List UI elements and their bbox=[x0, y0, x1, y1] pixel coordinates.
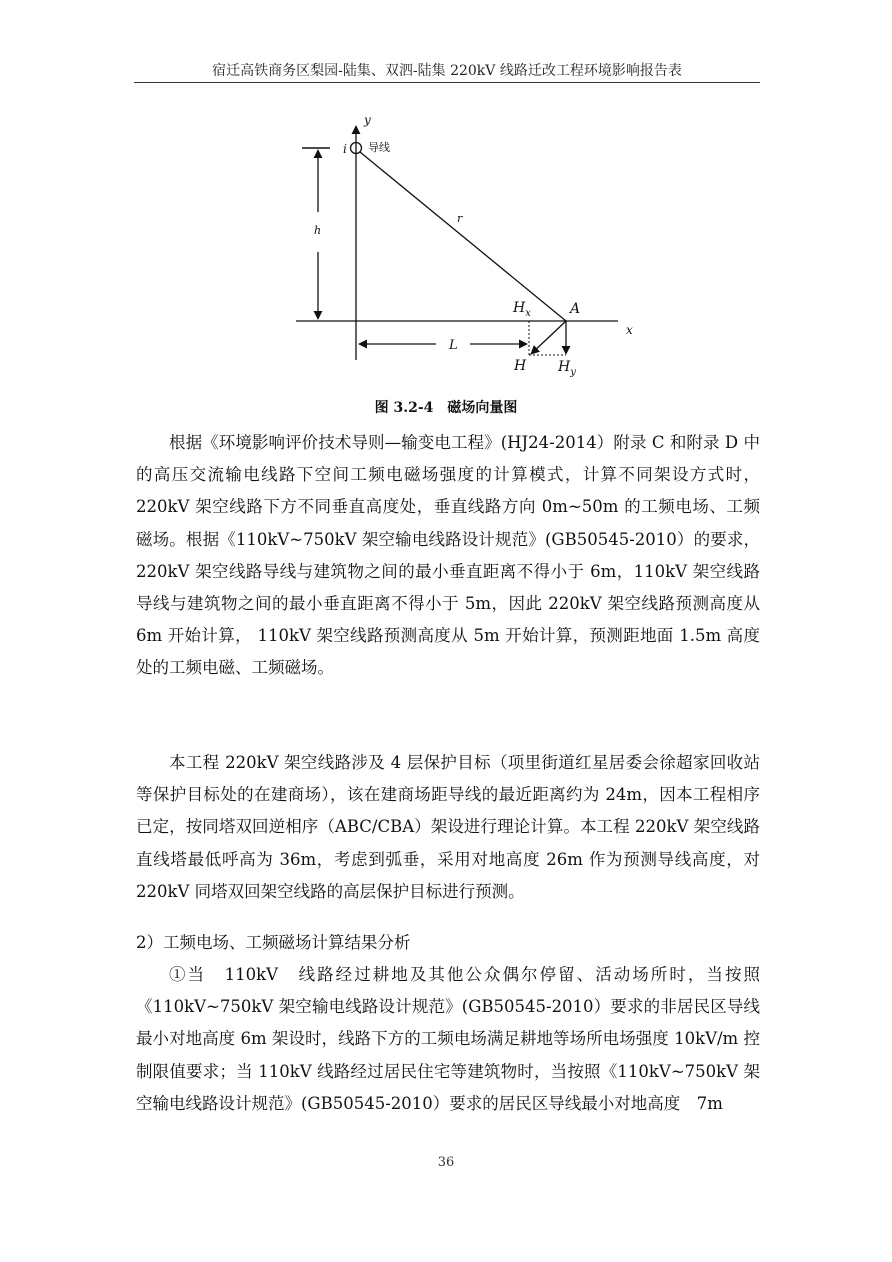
distance-label: L bbox=[449, 338, 458, 353]
page-number: 36 bbox=[437, 1155, 455, 1170]
current-label: i bbox=[343, 142, 347, 156]
height-label: h bbox=[314, 224, 322, 237]
hx-label: $H_x$ bbox=[513, 300, 531, 319]
paragraph-3: ①当 110kV 线路经过耕地及其他公众偶尔停留、活动场所时，当按照《110kV~750kV 架空输电线路设计规范》(GB50545-2010）要求的非居民区导线最小对地高度 6m 架设时，线路下方的工频电场满足耕地等场所电场强度 10kV/m 控制限值要求；当 110kV 线路经过居民住宅等建筑物时，当按照《110kV~750kV 架空输电线路设计规范》(GB50545-2010）要求的居民区导线最小对地高度 7m bbox=[136, 965, 760, 1113]
radius-label: r bbox=[457, 212, 463, 225]
hy-label: $H_y$ bbox=[558, 359, 576, 378]
paragraph-1: 根据《环境影响评价技术导则—输变电工程》(HJ24-2014）附录 C 和附录 D 中的高压交流输电线路下空间工频电磁场强度的计算模式，计算不同架设方式时，220kV 架空线路下方不同垂直高度处，垂直线路方向 0m~50m 的工频电场、工频磁场。根据《110kV~750kV 架空输电线路设计规范》(GB50545-2010）的要求，220kV 架空线路导线与建筑物之间的最小垂直距离不得小于 6m，110kV 架空线路导线与建筑物之间的最小垂直距离不得小于 5m，因此 220kV 架空线路预测高度从 6m 开始计算， 110kV 架空线路预测高度从 5m 开始计算，预测距地面 1.5m 高度处的工频电磁、工频磁场。 bbox=[136, 433, 760, 678]
page-header: 宿迁高铁商务区梨园-陆集、双泗-陆集 220kV 线路迁改工程环境影响报告表 bbox=[212, 63, 682, 79]
radius-line bbox=[360, 152, 566, 321]
conductor-label: 导线 bbox=[368, 141, 390, 154]
paragraph-2: 本工程 220kV 架空线路涉及 4 层保护目标（项里街道红星居委会徐超家回收站等保护目标处的在建商场），该在建商场距导线的最近距离约为 24m，因本工程相序已定，按同塔双回逆相序（ABC/CBA）架设进行理论计算。本工程 220kV 架空线路直线塔最低呼高为 36m，考虑到弧垂，采用对地高度 26m 作为预测导线高度，对 220kV 同塔双回架空线路的高层保护目标进行预测。 bbox=[136, 753, 760, 901]
hx-vector bbox=[531, 321, 566, 354]
section-heading: 2）工频电场、工频磁场计算结果分析 bbox=[136, 933, 411, 952]
point-a-label: A bbox=[570, 301, 581, 317]
h-label: H bbox=[514, 358, 527, 374]
magnetic-field-vector-diagram bbox=[0, 0, 892, 420]
figure-caption: 图 3.2-4 磁场向量图 bbox=[374, 400, 518, 416]
x-axis-label: x bbox=[626, 323, 633, 337]
y-axis-label: y bbox=[364, 113, 371, 127]
